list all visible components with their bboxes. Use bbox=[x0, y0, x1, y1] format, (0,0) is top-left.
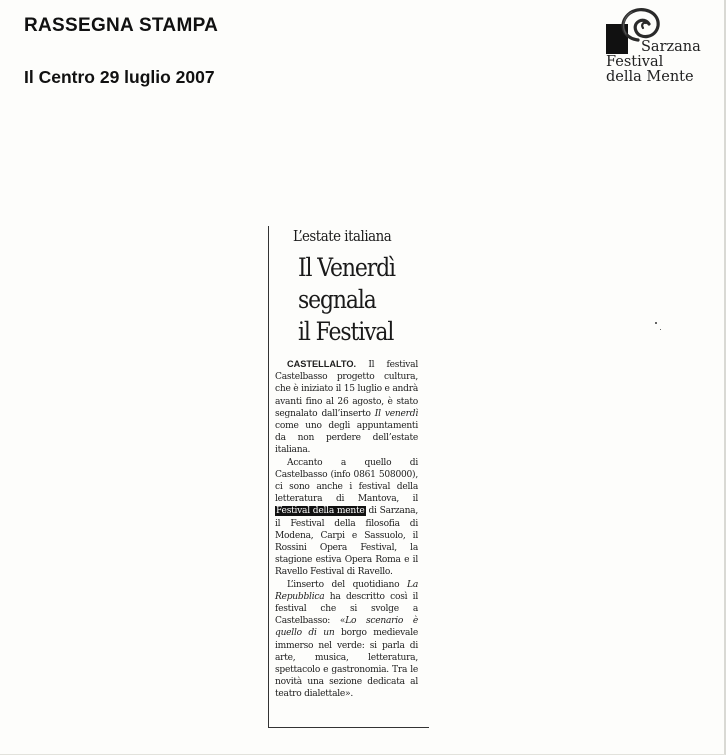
article-paragraph: CASTELLALTO. Il festival Castelbasso progetto cultura, che è iniziato il 15 luglio e andrà avanti fino al 26 agosto, è stato segnalato dall’inserto Il venerdì come uno degli appuntamenti da non perdere dell’estate italiana. bbox=[275, 359, 418, 456]
logo-text-festival: Festival bbox=[606, 54, 664, 70]
logo-text-della-mente: della Mente bbox=[606, 69, 694, 85]
highlighted-festival-name: Festival della mente bbox=[276, 506, 365, 517]
article-body bbox=[275, 358, 418, 701]
headline-line: il Festival bbox=[298, 317, 394, 347]
scan-speck bbox=[655, 322, 657, 324]
article-headline bbox=[298, 252, 395, 348]
logo-text-sarzana: Sarzana bbox=[641, 39, 701, 55]
headline-line: Il Venerdì bbox=[298, 253, 395, 283]
scan-speck bbox=[660, 329, 661, 330]
press-review-title: RASSEGNA STAMPA bbox=[24, 15, 219, 36]
article-kicker: L’estate italiana bbox=[293, 229, 392, 245]
headline-line: segnala bbox=[298, 285, 376, 315]
article-paragraph: L’inserto del quotidiano La Repubblica ha descritto così il festival che si svolge a Castelbasso: «Lo scenario è quello di un borgo medievale immerso nel verde: si parla di arte, musica, letteratura, spettacolo e gastronomia. Tra le novità una sezione dedicata al teatro dialettale». bbox=[275, 579, 419, 700]
newspaper-source-date: Il Centro 29 luglio 2007 bbox=[24, 67, 215, 87]
article-paragraph: Accanto a quello di Castelbasso (info 0861 508000), ci sono anche i festival della letteratura di Mantova, il Festival della mente di Sarzana, il Festival della filosofia di Modena, Carpi e Sassuolo, il Rossini Opera Festival, la stagione estiva Opera Roma e il Ravello Festival di Ravello. bbox=[275, 457, 418, 578]
article-dateline: CASTELLALTO. bbox=[287, 359, 357, 369]
festival-logo bbox=[604, 4, 719, 94]
